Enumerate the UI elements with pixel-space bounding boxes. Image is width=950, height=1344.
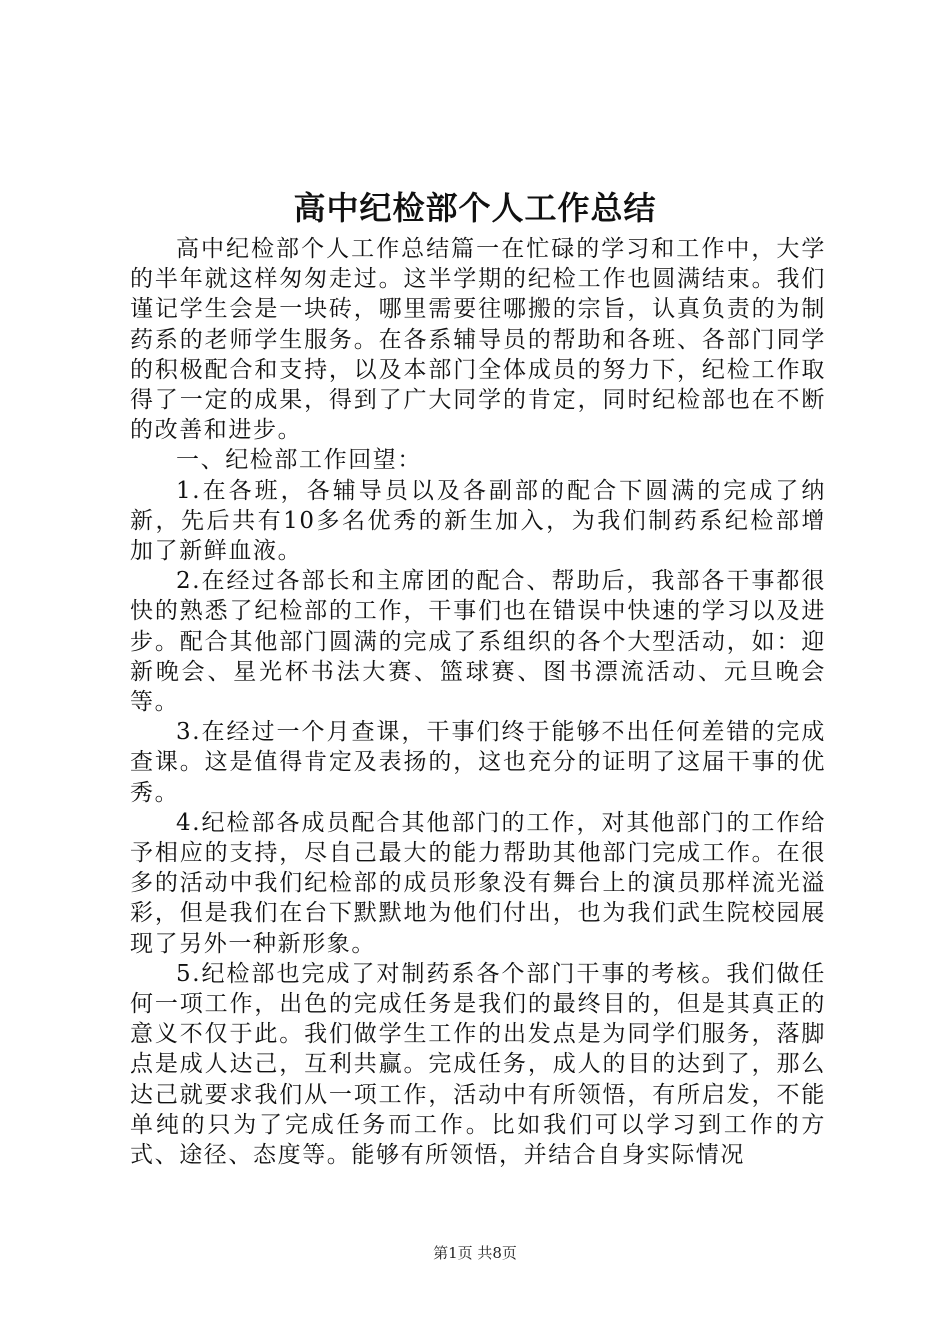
paragraph-item-2: 2.在经过各部长和主席团的配合、帮助后，我部各干事都很快的熟悉了纪检部的工作，干事们也在错误中快速的学习以及进步。配合其他部门圆满的完成了系组织的各个大型活动，如：迎新晚会、星光杯书法大赛、篮球赛、图书漂流活动、元旦晚会等。: [130, 568, 826, 716]
document-title: 高中纪检部个人工作总结: [293, 189, 657, 227]
paragraph-item-4: 4.纪检部各成员配合其他部门的工作，对其他部门的工作给予相应的支持，尽自己最大的能力帮助其他部门完成工作。在很多的活动中我们纪检部的成员形象没有舞台上的演员那样流光溢彩，但是我们在台下默默地为他们付出，也为我们武生院校园展现了另外一种新形象。: [130, 809, 826, 957]
paragraph-item-1: 1.在各班，各辅导员以及各副部的配合下圆满的完成了纳新，先后共有10多名优秀的新生加入，为我们制药系纪检部增加了新鲜血液。: [130, 477, 826, 565]
page-number-footer: 第1页 共8页: [433, 1244, 517, 1262]
section-heading: 一、纪检部工作回望：: [176, 447, 422, 474]
paragraph-item-5: 5.纪检部也完成了对制药系各个部门干事的考核。我们做任何一项工作，出色的完成任务是我们的最终目的，但是其真正的意义不仅于此。我们做学生工作的出发点是为同学们服务，落脚点是成人达己，互利共赢。完成任务，成人的目的达到了，那么达己就要求我们从一项工作，活动中有所领悟，有所启发，不能单纯的只为了完成任务而工作。比如我们可以学习到工作的方式、途径、态度等。能够有所领悟，并结合自身实际情况: [130, 960, 826, 1169]
paragraph-intro: 高中纪检部个人工作总结篇一在忙碌的学习和工作中，大学的半年就这样匆匆走过。这半学期的纪检工作也圆满结束。我们谨记学生会是一块砖，哪里需要往哪搬的宗旨，认真负责的为制药系的老师学生服务。在各系辅导员的帮助和各班、各部门同学的积极配合和支持，以及本部门全体成员的努力下，纪检工作取得了一定的成果，得到了广大同学的肯定，同时纪检部也在不断的改善和进步。: [130, 236, 826, 444]
paragraph-item-3: 3.在经过一个月查课，干事们终于能够不出任何差错的完成查课。这是值得肯定及表扬的，这也充分的证明了这届干事的优秀。: [130, 719, 826, 806]
document-body: [130, 234, 826, 1170]
